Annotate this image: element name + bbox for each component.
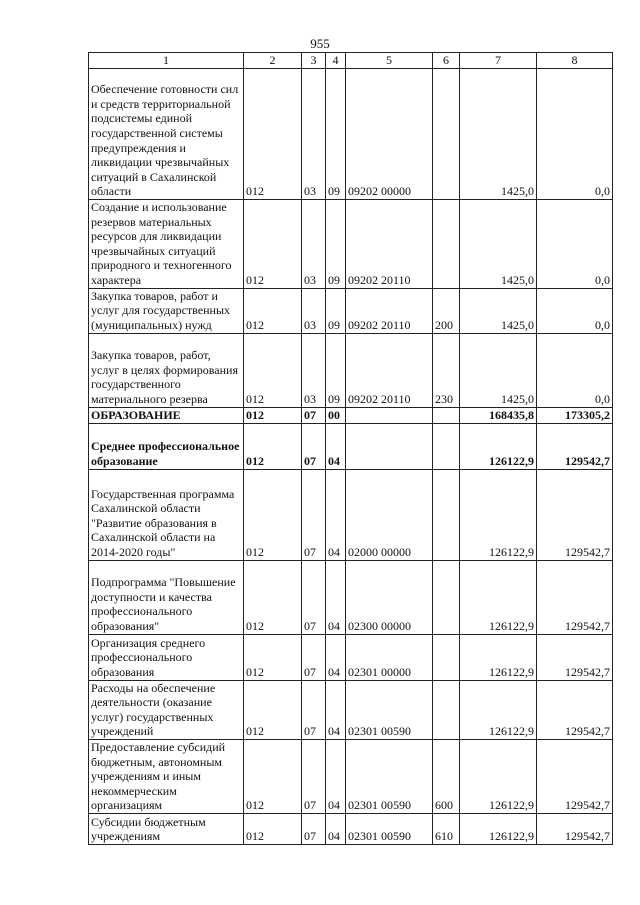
- row-amount-col8: 129542,7: [537, 423, 613, 469]
- budget-table: [88, 52, 613, 845]
- row-section-code: 07: [302, 407, 326, 423]
- row-amount-col7: 168435,8: [460, 407, 537, 423]
- row-section-code: 03: [302, 288, 326, 333]
- row-section-code: 07: [302, 634, 326, 680]
- table-row: [89, 288, 613, 333]
- row-amount-col8: 173305,2: [537, 407, 613, 423]
- row-subsection-code: 04: [326, 560, 346, 634]
- row-ministry-code: 012: [244, 634, 302, 680]
- row-amount-col7: 126122,9: [460, 560, 537, 634]
- table-row: [89, 200, 613, 289]
- row-ministry-code: 012: [244, 333, 302, 407]
- row-amount-col7: 126122,9: [460, 423, 537, 469]
- row-target-article-code: 09202 00000: [346, 69, 433, 200]
- table-row: [89, 69, 613, 200]
- row-amount-col8: 129542,7: [537, 680, 613, 739]
- row-amount-col7: 126122,9: [460, 680, 537, 739]
- row-subsection-code: 09: [326, 200, 346, 289]
- row-section-code: 03: [302, 69, 326, 200]
- row-ministry-code: 012: [244, 407, 302, 423]
- row-name-cell: Закупка товаров, работ, услуг в целях формирования государственного материального резерва: [89, 333, 244, 407]
- column-header-2: 2: [244, 53, 302, 69]
- row-expense-type-code: [433, 560, 460, 634]
- row-section-code: 03: [302, 200, 326, 289]
- row-ministry-code: 012: [244, 560, 302, 634]
- row-section-code: 07: [302, 813, 326, 844]
- row-subsection-code: 00: [326, 407, 346, 423]
- row-expense-type-code: [433, 634, 460, 680]
- row-target-article-code: 02301 00590: [346, 680, 433, 739]
- row-amount-col8: 0,0: [537, 288, 613, 333]
- row-ministry-code: 012: [244, 680, 302, 739]
- row-subsection-code: 04: [326, 469, 346, 560]
- table-row: [89, 739, 613, 813]
- row-subsection-code: 09: [326, 288, 346, 333]
- row-expense-type-code: [433, 200, 460, 289]
- row-target-article-code: 02300 00000: [346, 560, 433, 634]
- row-amount-col8: 0,0: [537, 200, 613, 289]
- row-target-article-code: 09202 20110: [346, 288, 433, 333]
- row-amount-col7: 126122,9: [460, 469, 537, 560]
- row-section-code: 07: [302, 680, 326, 739]
- row-name-cell: ОБРАЗОВАНИЕ: [89, 407, 244, 423]
- row-section-code: 07: [302, 423, 326, 469]
- row-amount-col8: 129542,7: [537, 469, 613, 560]
- row-name-cell: Обеспечение готовности сил и средств территориальной подсистемы единой государственной системы предупреждения и ликвидации чрезвычайных ситуаций в Сахалинской области: [89, 69, 244, 200]
- table-header-row: [89, 53, 613, 69]
- row-target-article-code: 02301 00590: [346, 813, 433, 844]
- row-name-cell: Среднее профессиональное образование: [89, 423, 244, 469]
- row-ministry-code: 012: [244, 200, 302, 289]
- row-name-cell: Государственная программа Сахалинской области "Развитие образования в Сахалинской области на 2014-2020 годы": [89, 469, 244, 560]
- row-expense-type-code: [433, 69, 460, 200]
- row-target-article-code: 02301 00590: [346, 739, 433, 813]
- row-amount-col7: 126122,9: [460, 634, 537, 680]
- row-ministry-code: 012: [244, 288, 302, 333]
- row-ministry-code: 012: [244, 813, 302, 844]
- row-amount-col8: 0,0: [537, 69, 613, 200]
- row-amount-col8: 129542,7: [537, 634, 613, 680]
- row-subsection-code: 04: [326, 739, 346, 813]
- row-name-cell: Предоставление субсидий бюджетным, автономным учреждениям и иным некоммерческим организациям: [89, 739, 244, 813]
- row-amount-col8: 0,0: [537, 333, 613, 407]
- row-name-cell: Субсидии бюджетным учреждениям: [89, 813, 244, 844]
- row-subsection-code: 09: [326, 333, 346, 407]
- row-amount-col7: 126122,9: [460, 739, 537, 813]
- row-section-code: 07: [302, 560, 326, 634]
- row-name-cell: Расходы на обеспечение деятельности (оказание услуг) государственных учреждений: [89, 680, 244, 739]
- row-subsection-code: 09: [326, 69, 346, 200]
- row-subsection-code: 04: [326, 680, 346, 739]
- row-target-article-code: 09202 20110: [346, 200, 433, 289]
- row-amount-col8: 129542,7: [537, 560, 613, 634]
- table-row: [89, 469, 613, 560]
- table-row: [89, 813, 613, 844]
- row-expense-type-code: [433, 680, 460, 739]
- column-header-3: 3: [302, 53, 326, 69]
- row-expense-type-code: 230: [433, 333, 460, 407]
- row-expense-type-code: 200: [433, 288, 460, 333]
- row-expense-type-code: [433, 469, 460, 560]
- row-target-article-code: 02000 00000: [346, 469, 433, 560]
- row-amount-col8: 129542,7: [537, 739, 613, 813]
- row-target-article-code: 02301 00000: [346, 634, 433, 680]
- row-section-code: 07: [302, 469, 326, 560]
- row-subsection-code: 04: [326, 634, 346, 680]
- row-amount-col8: 129542,7: [537, 813, 613, 844]
- table-row: [89, 333, 613, 407]
- row-name-cell: Создание и использование резервов материальных ресурсов для ликвидации чрезвычайных ситуаций природного и техногенного характера: [89, 200, 244, 289]
- row-name-cell: Подпрограмма "Повышение доступности и качества профессионального образования": [89, 560, 244, 634]
- page-number: 955: [310, 36, 330, 51]
- row-ministry-code: 012: [244, 423, 302, 469]
- row-amount-col7: 1425,0: [460, 333, 537, 407]
- row-amount-col7: 1425,0: [460, 200, 537, 289]
- row-target-article-code: 09202 20110: [346, 333, 433, 407]
- table-row: [89, 634, 613, 680]
- row-target-article-code: [346, 407, 433, 423]
- row-amount-col7: 1425,0: [460, 288, 537, 333]
- table-row: [89, 407, 613, 423]
- column-header-8: 8: [537, 53, 613, 69]
- row-expense-type-code: [433, 423, 460, 469]
- row-ministry-code: 012: [244, 739, 302, 813]
- row-section-code: 07: [302, 739, 326, 813]
- row-subsection-code: 04: [326, 423, 346, 469]
- column-header-7: 7: [460, 53, 537, 69]
- table-row: [89, 680, 613, 739]
- row-section-code: 03: [302, 333, 326, 407]
- column-header-1: 1: [89, 53, 244, 69]
- row-expense-type-code: 600: [433, 739, 460, 813]
- column-header-6: 6: [433, 53, 460, 69]
- row-expense-type-code: [433, 407, 460, 423]
- row-target-article-code: [346, 423, 433, 469]
- table-row: [89, 560, 613, 634]
- column-header-4: 4: [326, 53, 346, 69]
- row-amount-col7: 126122,9: [460, 813, 537, 844]
- row-name-cell: Закупка товаров, работ и услуг для государственных (муниципальных) нужд: [89, 288, 244, 333]
- row-amount-col7: 1425,0: [460, 69, 537, 200]
- row-subsection-code: 04: [326, 813, 346, 844]
- table-row: [89, 423, 613, 469]
- column-header-5: 5: [346, 53, 433, 69]
- row-name-cell: Организация среднего профессионального образования: [89, 634, 244, 680]
- row-ministry-code: 012: [244, 69, 302, 200]
- row-expense-type-code: 610: [433, 813, 460, 844]
- row-ministry-code: 012: [244, 469, 302, 560]
